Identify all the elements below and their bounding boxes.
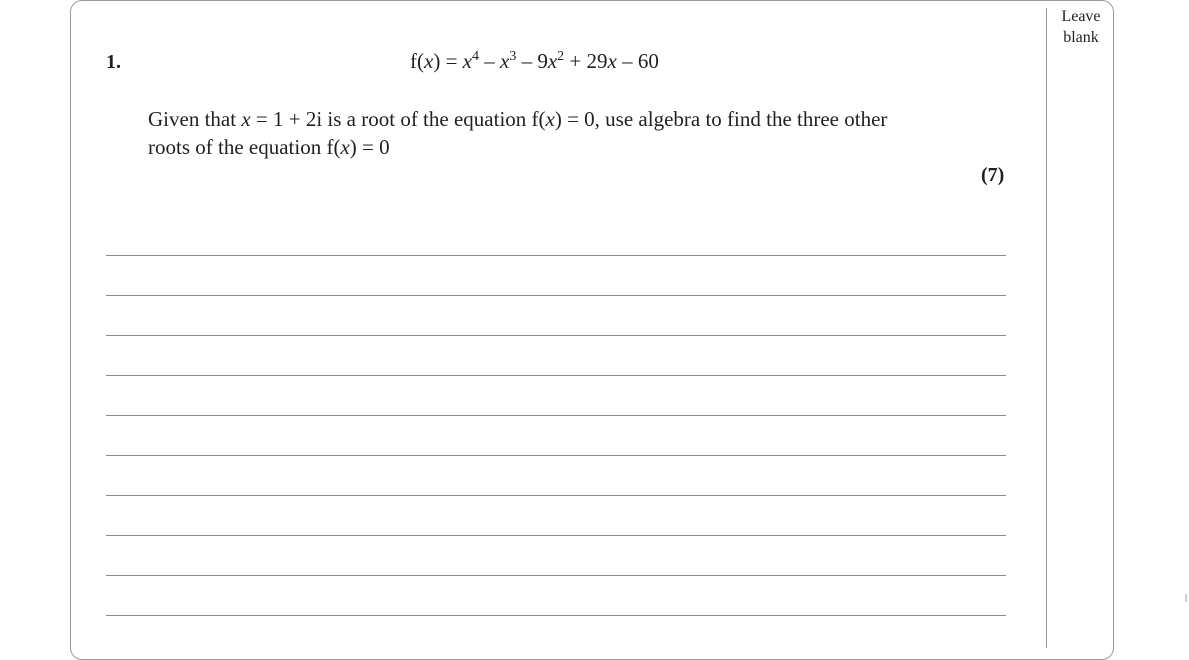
eq-term4-var: x <box>607 49 617 73</box>
margin-divider <box>1046 8 1047 648</box>
q2-b: ) = 0 <box>349 135 390 159</box>
q1-b: = 1 + 2i is a root of the equation f( <box>250 107 546 131</box>
page-frame <box>70 0 1114 660</box>
eq-term1-exp: 4 <box>472 49 479 64</box>
eq-term3-var: x <box>547 49 558 73</box>
leave-blank-label <box>1048 6 1114 48</box>
eq-fname: f( <box>410 49 424 73</box>
leave-label: Leave <box>1061 8 1101 25</box>
answer-line <box>106 535 1006 536</box>
answer-line <box>106 415 1006 416</box>
eq-term3-exp: 2 <box>557 49 565 64</box>
marks-label: (7) <box>981 164 1005 186</box>
q2-a: roots of the equation f( <box>148 135 341 159</box>
q1-var: x <box>241 107 251 131</box>
answer-line <box>106 335 1006 336</box>
edge-mark <box>1185 594 1187 602</box>
answer-line <box>106 455 1006 456</box>
q1-var2: x <box>545 107 555 131</box>
answer-line <box>106 575 1006 576</box>
eq-term2-sep: – <box>479 49 500 73</box>
eq-var: x <box>424 49 434 73</box>
answer-line <box>106 295 1006 296</box>
question-text <box>148 105 1018 161</box>
q1-c: ) = 0, use algebra to find the three other <box>554 107 888 131</box>
function-equation <box>410 49 659 74</box>
question-line-1 <box>148 105 1018 133</box>
eq-term2-var: x <box>500 49 510 73</box>
q2-var: x <box>340 135 350 159</box>
answer-line <box>106 615 1006 616</box>
eq-term4-sep: + 29 <box>564 49 608 73</box>
eq-close: ) = <box>433 49 463 73</box>
eq-term1-var: x <box>462 49 472 73</box>
answer-line <box>106 375 1006 376</box>
blank-label: blank <box>1063 29 1099 46</box>
answer-line <box>106 255 1006 256</box>
q1-a: Given that <box>148 107 242 131</box>
question-line-2 <box>148 133 1018 161</box>
eq-term3-sep: – 9 <box>516 49 548 73</box>
eq-term2-exp: 3 <box>509 49 517 64</box>
question-number: 1. <box>106 51 121 73</box>
answer-line <box>106 495 1006 496</box>
eq-term5: – 60 <box>616 49 659 73</box>
